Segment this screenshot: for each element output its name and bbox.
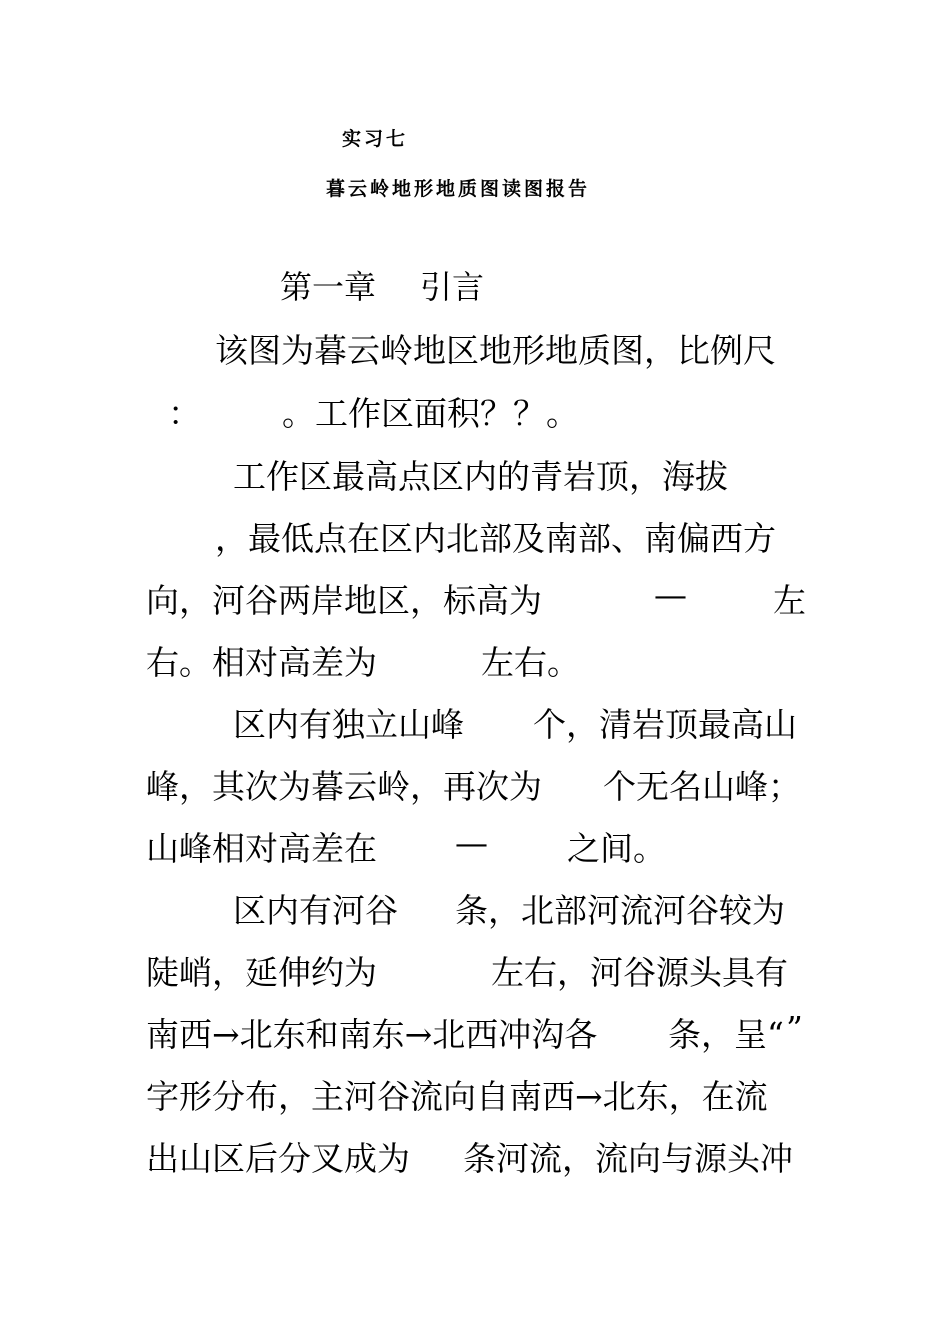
paragraph-1-line-1: 该图为暮云岭地区地形地质图，比例尺 (215, 331, 776, 370)
paragraph-3-line-2: 峰，其次为暮云岭，再次为 (146, 767, 542, 806)
paragraph-2-line-4: 右。相对高差为 (146, 643, 377, 682)
practice-label: 实习七 (342, 128, 409, 150)
paragraph-1-line-2: 。工作区面积？？。 (282, 394, 579, 433)
paragraph-2-line-2: ，最低点在区内北部及南部、南偏西方 (215, 519, 776, 558)
paragraph-4-line-4: 字形分布，主河谷流向自南西→北东，在流 (146, 1077, 768, 1116)
paragraph-4-line-1: 区内有河谷 (233, 891, 398, 930)
paragraph-3-line-2-end: 个无名山峰； (603, 767, 801, 806)
paragraph-2-line-3: 向，河谷两岸地区，标高为 (146, 581, 542, 620)
paragraph-2-line-4-end: 左右。 (481, 643, 580, 682)
paragraph-3-line-3: 山峰相对高差在 (146, 829, 377, 868)
paragraph-4-line-5: 出山区后分叉成为 (146, 1139, 410, 1178)
paragraph-3-line-1-end: 个，清岩顶最高山 (533, 705, 797, 744)
paragraph-4-line-2-end: 左右，河谷源头具有 (491, 953, 788, 992)
paragraph-4-line-3-end: ” (786, 1009, 803, 1048)
paragraph-1-colon: ： (168, 394, 201, 433)
chapter-title: 引言 (420, 268, 485, 306)
paragraph-4-line-2: 陡峭，延伸约为 (146, 953, 377, 992)
paragraph-2-dash: — (654, 575, 687, 614)
paragraph-3-line-3-end: 之间。 (567, 829, 666, 868)
paragraph-4-line-3-mid: 条，呈“ (668, 1015, 784, 1054)
paragraph-4-line-3: 南西→北东和南东→北西冲沟各 (146, 1015, 598, 1054)
paragraph-3-dash: — (455, 823, 488, 862)
paragraph-2-line-1: 工作区最高点区内的青岩顶，海拔 (233, 457, 728, 496)
paragraph-4-line-5-end: 条河流，流向与源头冲 (463, 1139, 793, 1178)
paragraph-3-line-1: 区内有独立山峰 (233, 705, 464, 744)
chapter-number: 第一章 (280, 268, 377, 306)
paragraph-2-line-3-end: 左 (773, 581, 806, 620)
report-title: 暮云岭地形地质图读图报告 (326, 178, 591, 200)
paragraph-4-line-1-end: 条，北部河流河谷较为 (455, 891, 785, 930)
